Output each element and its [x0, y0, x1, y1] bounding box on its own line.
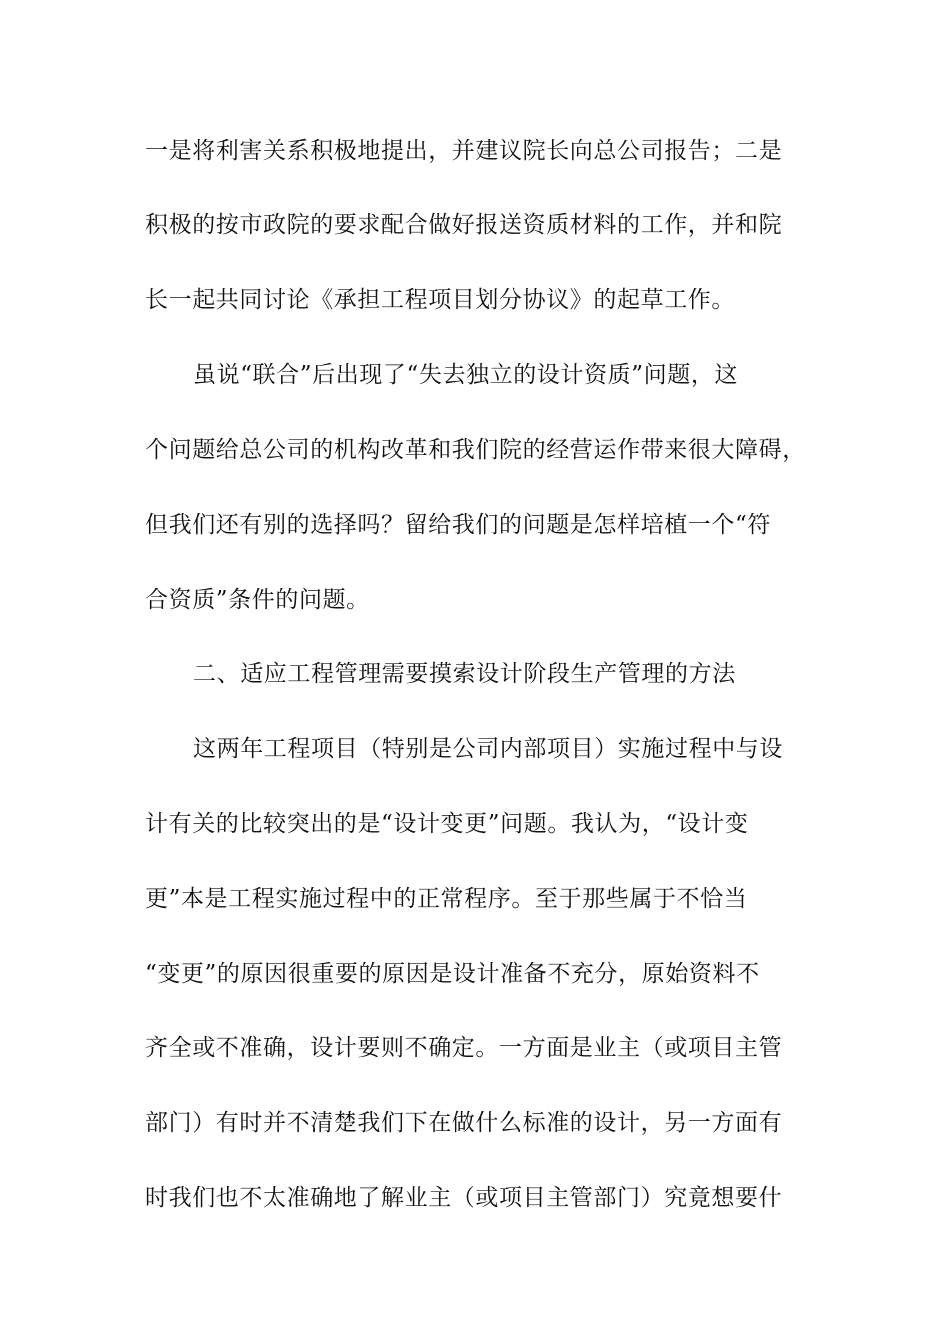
paragraph-line: “变更”的原因很重要的原因是设计准备不充分，原始资料不	[145, 961, 760, 987]
paragraph-line: 个问题给总公司的机构改革和我们院的经营运作带来很大障碍，	[145, 437, 806, 463]
paragraph-line: 虽说“联合”后出现了“失去独立的设计资质”问题，这	[193, 362, 739, 388]
paragraph-line: 这两年工程项目（特别是公司内部项目）实施过程中与设	[193, 736, 783, 762]
paragraph-line: 长一起共同讨论《承担工程项目划分协议》的起草工作。	[145, 287, 735, 313]
paragraph-line: 时我们也不太准确地了解业主（或项目主管部门）究竟想要什	[145, 1185, 783, 1211]
paragraph-line: 但我们还有别的选择吗？留给我们的问题是怎样培植一个“符	[145, 512, 771, 538]
paragraph-line: 合资质”条件的问题。	[145, 587, 370, 613]
section-heading: 二、适应工程管理需要摸索设计阶段生产管理的方法	[193, 661, 736, 687]
paragraph-line: 一是将利害关系积极地提出，并建议院长向总公司报告；二是	[145, 138, 783, 164]
paragraph-line: 更”本是工程实施过程中的正常程序。至于那些属于不恰当	[145, 886, 748, 912]
paragraph-line: 部门）有时并不清楚我们下在做什么标准的设计，另一方面有	[145, 1110, 783, 1136]
paragraph-line: 计有关的比较突出的是“设计变更”问题。我认为，“设计变	[145, 811, 749, 837]
paragraph-line: 积极的按市政院的要求配合做好报送资质材料的工作，并和院	[145, 212, 783, 238]
paragraph-line: 齐全或不准确，设计要则不确定。一方面是业主（或项目主管	[145, 1035, 783, 1061]
